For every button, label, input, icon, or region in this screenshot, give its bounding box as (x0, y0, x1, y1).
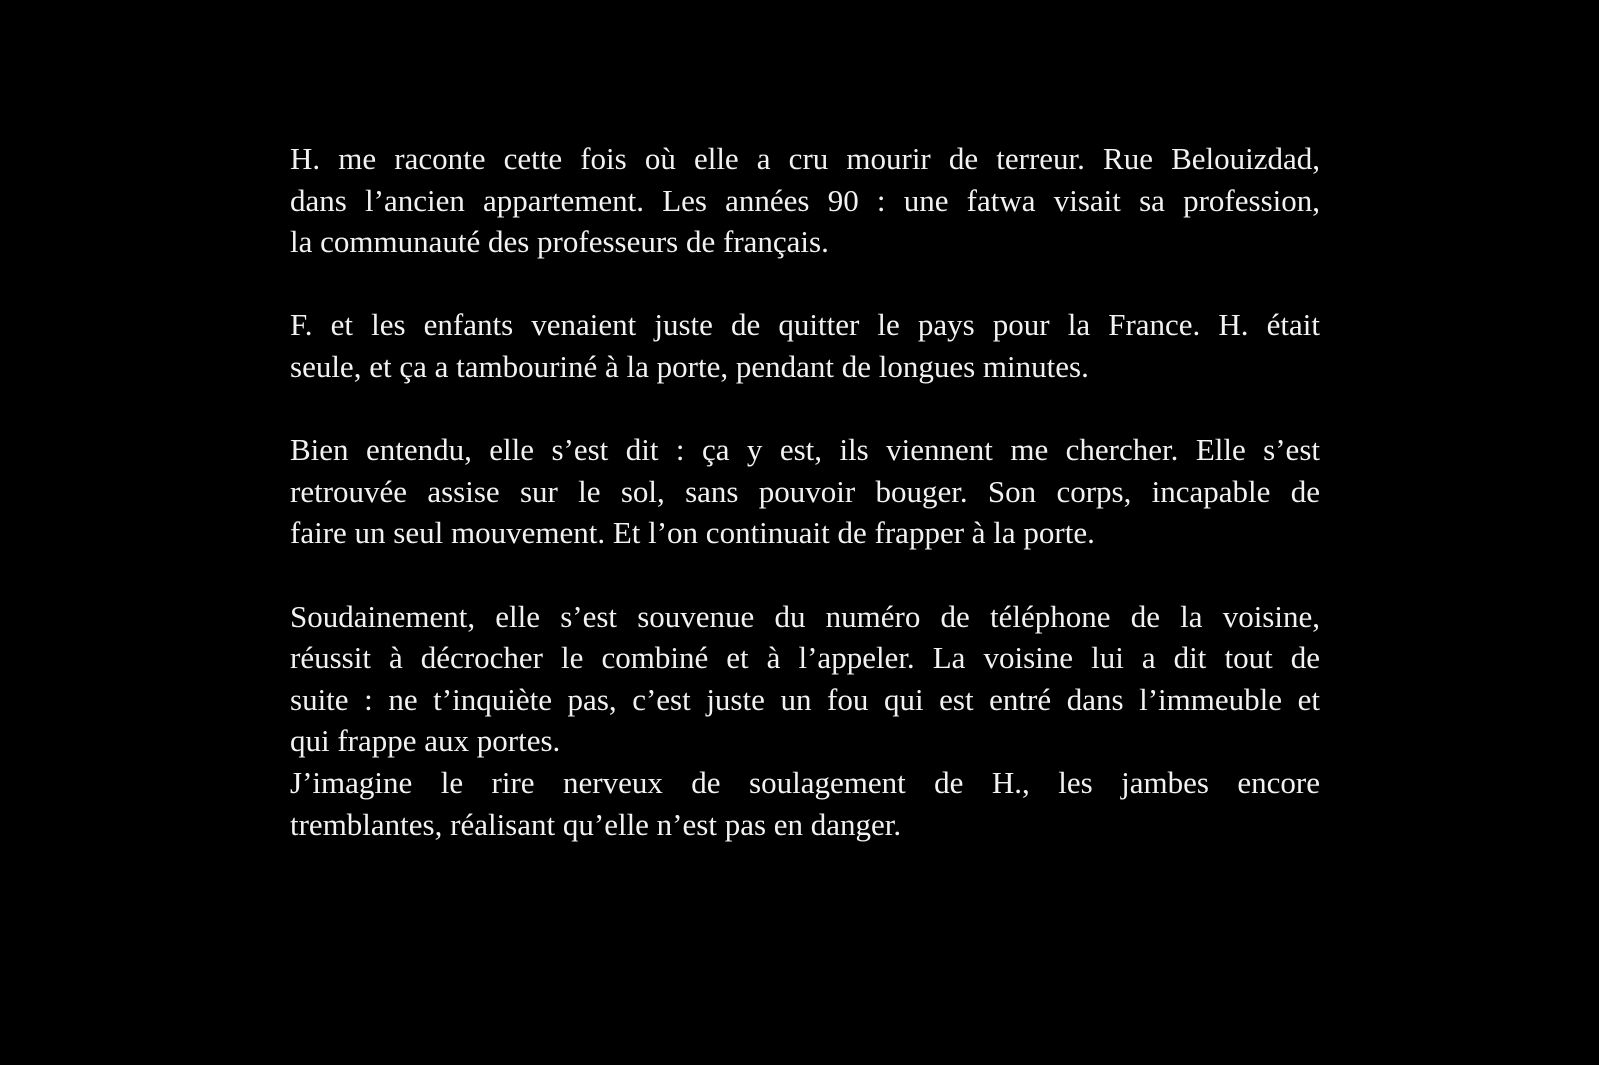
text-line: tremblantes, réalisant qu’elle n’est pas en danger. (290, 806, 902, 842)
paragraph-2 (290, 304, 1320, 387)
text-line: suite : ne t’inquiète pas, c’est juste un fou qui est entré dans l’immeuble et (290, 681, 1320, 717)
text-line: dans l’ancien appartement. Les années 90 : une fatwa visait sa profession, (290, 182, 1320, 218)
text-line: qui frappe aux portes. (290, 723, 561, 759)
text-line: Soudainement, elle s’est souvenue du numéro de téléphone de la voisine, (290, 598, 1320, 634)
text-line: faire un seul mouvement. Et l’on continuait de frapper à la porte. (290, 515, 1095, 551)
text-line: réussit à décrocher le combiné et à l’appeler. La voisine lui a dit tout de (290, 640, 1320, 676)
paragraph-3 (290, 429, 1320, 554)
text-line: la communauté des professeurs de français. (290, 224, 829, 260)
text-line: F. et les enfants venaient juste de quitter le pays pour la France. H. était (290, 307, 1320, 343)
text-line: seule, et ça a tambouriné à la porte, pendant de longues minutes. (290, 348, 1089, 384)
text-line: Bien entendu, elle s’est dit : ça y est, ils viennent me chercher. Elle s’est (290, 432, 1320, 468)
text-line: J’imagine le rire nerveux de soulagement de H., les jambes encore (290, 764, 1320, 800)
text-line: retrouvée assise sur le sol, sans pouvoir bouger. Son corps, incapable de (290, 473, 1320, 509)
paragraph-5 (290, 762, 1320, 845)
text-body (290, 138, 1320, 845)
text-line: H. me raconte cette fois où elle a cru mourir de terreur. Rue Belouizdad, (290, 141, 1320, 176)
paragraph-1 (290, 138, 1320, 263)
paragraph-4 (290, 596, 1320, 762)
